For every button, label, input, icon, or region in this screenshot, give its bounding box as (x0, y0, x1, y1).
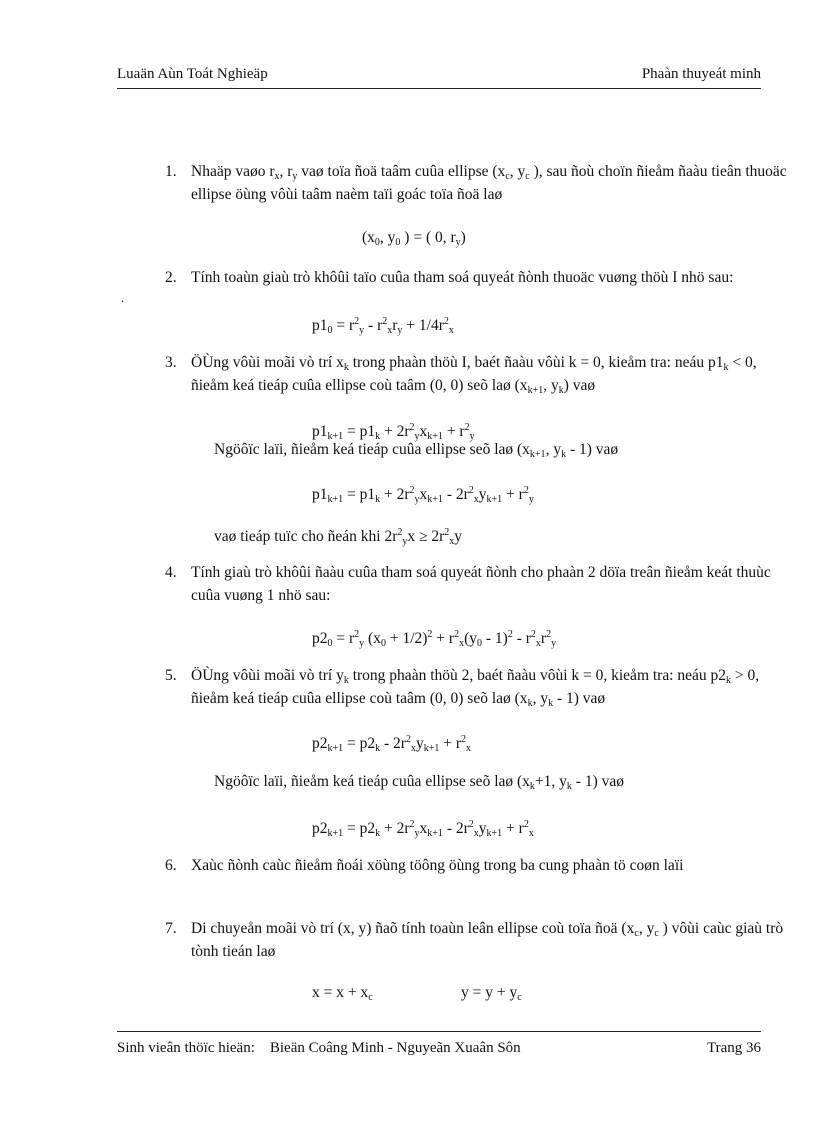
stray-dot: . (121, 290, 125, 305)
step-3-line1: ÖÙng vôùi moãi vò trí $x_k$ trong phaàn thöù I, baét ñaàu vôùi k = 0, kieåm tra: neáu $p1_k < 0$, (191, 354, 757, 373)
step-1-number: 1. (165, 163, 177, 180)
step-4-line2: cuûa vuøng 1 nhö sau: (191, 587, 331, 604)
step-3-number: 3. (165, 354, 177, 371)
equation-p1-0: $p1_0 = r^2_y - r^2_xr_y + 1/4r^2_x$ (312, 316, 454, 336)
page-footer (117, 1031, 761, 1056)
step-4-number: 4. (165, 564, 177, 581)
equation-initial-point: ($x_0$, $y_0$ ) = ( 0, $r_y$) (362, 229, 466, 248)
step-4-line1: Tính giaù trò khôûi ñaàu cuûa tham soá quyeát ñònh cho phaàn 2 döïa treân ñieåm keát thuùc (191, 564, 771, 581)
footer-page-number: Trang 36 (706, 1040, 761, 1056)
step-2-number: 2. (165, 269, 177, 286)
equation-p2-k1-a: $p2_{k+1} = p2_k - 2r^2_xy_{k+1} + r^2_x$ (312, 734, 472, 754)
step-1-line1: Nhaäp vaøo $r_x$, $r_y$ vaø toïa ñoä taâm cuûa ellipse ($x_c$, $y_c$ ), sau ñoù choïn ñieåm ñaàu tieân thuoäc (191, 163, 787, 182)
step-5-else: Ngöôïc laïi, ñieåm keá tieáp cuûa ellipse seõ laø ($x_k+1$, $y_k - 1$) vaø (214, 773, 624, 792)
header-title: Luaän Aùn Toát Nghieäp (117, 66, 268, 82)
equation-translate-x: $x = x + x_c$ (312, 984, 373, 1003)
step-7-number: 7. (165, 920, 177, 937)
equation-p2-0: $p2_0 = r^2_y$ $(x_0 + 1/2)^2 + r^2_x(y_0 - 1)^2 - r^2_xr^2_y$ (312, 629, 557, 649)
equation-p1-k1-b: $p1_{k+1} = p1_k + 2r^2_yx_{k+1} - 2r^2_xy_{k+1} + r^2_y$ (312, 485, 534, 505)
page-header (117, 66, 761, 89)
equation-translate-y: $y = y + y_c$ (461, 984, 522, 1003)
step-3-line2: ñieåm keá tieáp cuûa ellipse coù taâm (0, 0) seõ laø ($x_{k+1}$, $y_k$) vaø (191, 377, 596, 396)
header-section: Phaàn thuyeát minh (641, 66, 761, 82)
equation-p1-k1-a: $p1_{k+1} = p1_k + 2r^2_yx_{k+1} + r^2_y$ (312, 422, 475, 442)
step-7-line1: Di chuyeån moãi vò trí (x, y) ñaõ tính toaùn leân ellipse coù toïa ñoä ($x_c$, $y_c$ ) vôùi caùc giaù trò (191, 920, 784, 939)
step-5-number: 5. (165, 667, 177, 684)
step-7-line2: tònh tieán laø (191, 943, 276, 960)
step-2-line1: Tính toaùn giaù trò khôûi taïo cuûa tham soá quyeát ñònh thuoäc vuøng thöù I nhö sau: (191, 269, 734, 286)
step-3-else: Ngöôïc laïi, ñieåm keá tieáp cuûa ellipse seõ laø ($x_{k+1}$, $y_k - 1$) vaø (214, 441, 619, 460)
equation-p2-k1-b: $p2_{k+1} = p2_k + 2r^2_yx_{k+1} - 2r^2_xy_{k+1} + r^2_x$ (312, 819, 534, 839)
step-3-continue: vaø tieáp tuïc cho ñeán khi $2r^2_yx \ge 2r^2_xy$ (214, 527, 463, 547)
step-5-line1: ÖÙng vôùi moãi vò trí $y_k$ trong phaàn thöù 2, baét ñaàu vôùi k = 0, kieåm tra: neáu $p2_k > 0$, (191, 667, 760, 686)
footer-authors: Sinh vieân thöïc hieän: Bieän Coâng Minh - Nguyeãn Xuaân Sôn (117, 1040, 521, 1056)
step-6-number: 6. (165, 857, 177, 874)
step-6-line1: Xaùc ñònh caùc ñieåm ñoái xöùng töông öùng trong ba cung phaàn tö coøn laïi (191, 857, 684, 874)
step-1-line2: ellipse öùng vôùi taâm naèm taïi goác toïa ñoä laø (191, 186, 503, 203)
step-5-line2: ñieåm keá tieáp cuûa ellipse coù taâm (0, 0) seõ laø ($x_k$, $y_k - 1$) vaø (191, 690, 606, 709)
